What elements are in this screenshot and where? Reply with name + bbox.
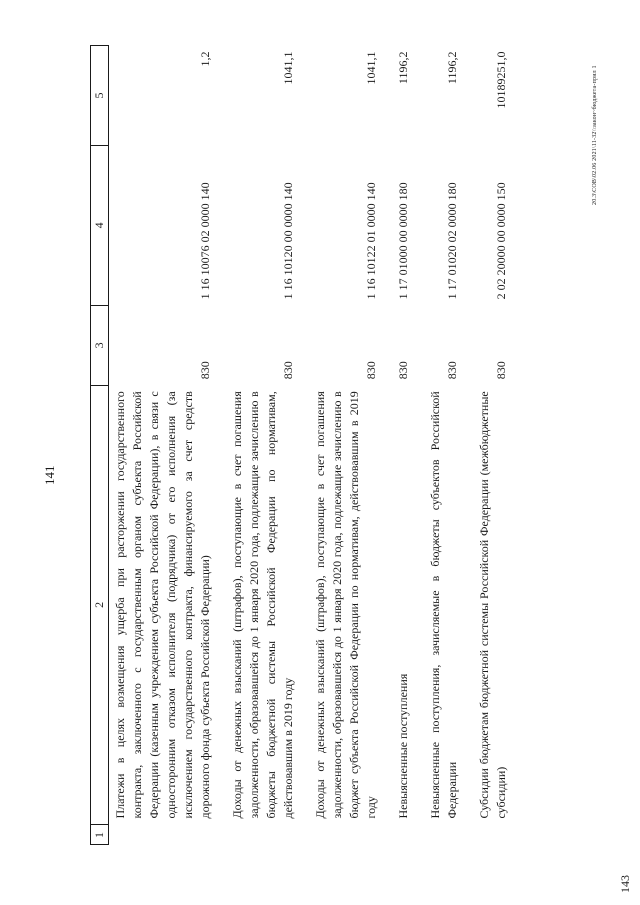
row-description: Доходы от денежных взысканий (штрафов), поступающие в счет погашения задолженности, образовавшейся до 1 января 2020 года, подлежащие зачислению в бюджеты бюджетной системы Российской Федерации по нормативам, действовавшим в 2019 году <box>230 391 295 819</box>
budget-table <box>90 45 513 845</box>
column-header-5: 5 <box>91 46 109 146</box>
table-row <box>464 46 513 845</box>
bottom-page-number: 143 <box>618 875 632 893</box>
table-row <box>415 46 464 845</box>
row-amount: 1196,2 <box>396 51 410 85</box>
table-row <box>109 46 218 845</box>
footer-document-code: 20.3\СОВ\02.06 2021\11-32\\закон~бюджета-прил 1 <box>592 65 598 205</box>
table-row <box>383 46 415 845</box>
page-number: 141 <box>42 465 57 485</box>
column-header-4: 4 <box>91 145 109 305</box>
row-description: Невыясненные поступления, зачисляемые в бюджеты субъектов Российской Федерации <box>428 391 459 819</box>
column-header-2: 2 <box>91 385 109 824</box>
column-header-1: 1 <box>91 825 109 845</box>
row-amount: 1041,1 <box>364 51 378 85</box>
row-budget-code: 1 17 01020 02 0000 180 <box>445 182 459 300</box>
row-amount: 1041,1 <box>281 51 295 85</box>
row-description: Невыясненные поступления <box>396 673 410 819</box>
row-amount: 1196,2 <box>445 51 459 85</box>
table-row <box>217 46 300 845</box>
row-admin-code: 830 <box>494 361 508 380</box>
row-description: Платежи в целях возмещения ущерба при расторжении государственного контракта, заключенного с государственным органом субъекта Российской Федерации (казенным учреждением субъекта Российской Федерации), в связи с односторонним отказом исполнителя (подрядчика) от его исполнения (за исключением государственного контракта, финансируемого за счет средств дорожного фонда субъекта Российской Федерации) <box>113 391 212 819</box>
table-row <box>300 46 383 845</box>
row-admin-code: 830 <box>364 361 378 380</box>
table-header-row <box>91 46 109 845</box>
row-budget-code: 1 16 10076 02 0000 140 <box>198 182 212 300</box>
row-budget-code: 1 16 10120 00 0000 140 <box>281 182 295 300</box>
row-budget-code: 1 17 01000 00 0000 180 <box>396 182 410 300</box>
row-admin-code: 830 <box>281 361 295 380</box>
row-budget-code: 2 02 20000 00 0000 150 <box>494 182 508 300</box>
row-description: Доходы от денежных взысканий (штрафов), поступающие в счет погашения задолженности, образовавшейся до 1 января 2020 года, подлежащие зачислению в бюджет субъекта Российской Федерации по нормативам, действовавшим в 2019 году <box>313 391 378 819</box>
row-description: Субсидии бюджетам бюджетной системы Российской Федерации (межбюджетные субсидии) <box>477 391 508 819</box>
row-admin-code: 830 <box>198 361 212 380</box>
row-budget-code: 1 16 10122 01 0000 140 <box>364 182 378 300</box>
row-amount: 1,2 <box>198 51 212 67</box>
row-admin-code: 830 <box>396 361 410 380</box>
column-header-3: 3 <box>91 305 109 385</box>
row-amount: 10189251,0 <box>494 51 508 109</box>
row-admin-code: 830 <box>445 361 459 380</box>
